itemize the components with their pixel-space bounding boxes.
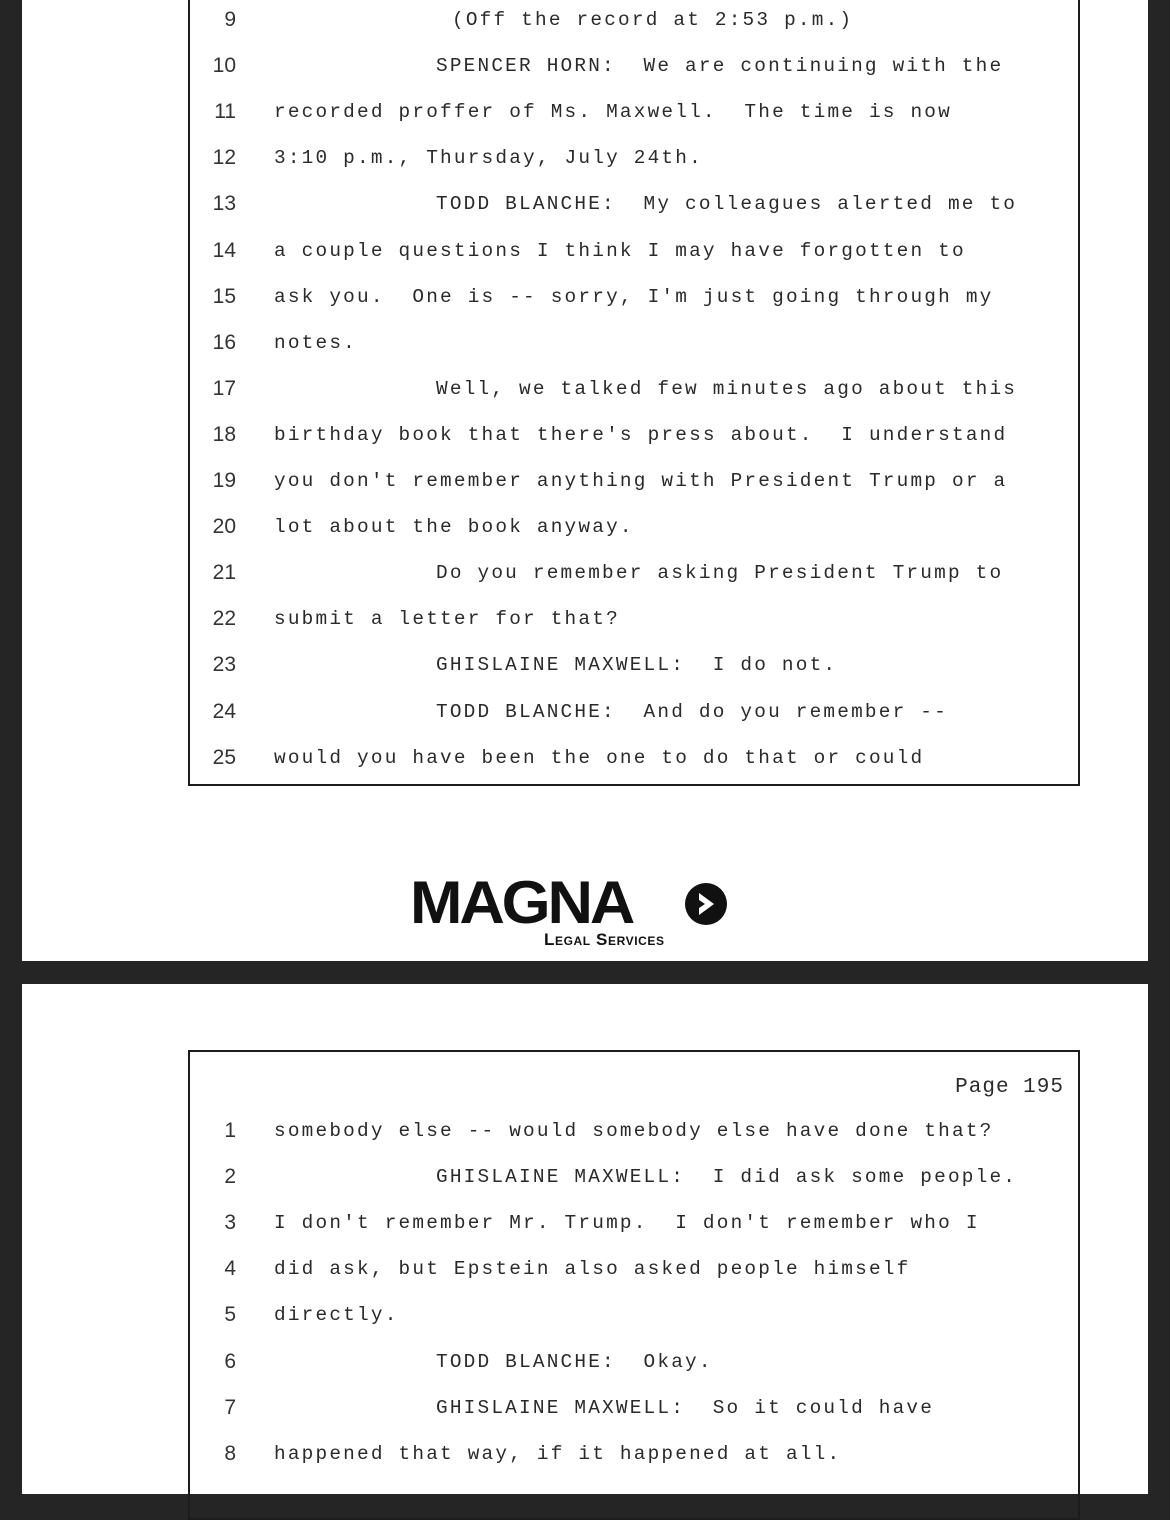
line-number: 21 [212,561,236,585]
transcript-line [190,1393,1078,1423]
line-number: 23 [212,653,236,677]
line-number: 1 [224,1119,236,1142]
transcript-line [190,512,1078,542]
line-number: 4 [224,1257,236,1281]
transcript-frame-bottom [188,1050,1080,1520]
transcript-line [190,236,1078,266]
line-text: submit a letter for that? [274,608,620,631]
line-text: you don't remember anything with President Trump or a [274,470,1008,492]
transcript-line [190,5,1078,35]
line-number: 19 [212,469,236,492]
line-text: I don't remember Mr. Trump. I don't remember who I [274,1212,980,1235]
transcript-line [190,604,1078,634]
transcript-line [190,420,1078,450]
line-number: 12 [212,146,236,170]
line-text: happened that way, if it happened at all. [274,1442,842,1465]
transcript-line [190,697,1078,727]
line-number: 9 [224,8,236,31]
transcript-line [190,282,1078,312]
line-number: 3 [224,1211,236,1235]
line-text: would you have been the one to do that or could [274,746,925,769]
page-number-label: Page 195 [955,1076,1064,1099]
line-text: GHISLAINE MAXWELL: I did ask some people. [436,1166,1018,1189]
line-number: 5 [224,1303,236,1327]
line-text: birthday book that there's press about. I understand [274,423,1008,446]
transcript-line [190,650,1078,680]
line-text: TODD BLANCHE: My colleagues alerted me to [436,193,1018,216]
line-text: lot about the book anyway. [274,516,634,539]
transcript-line [190,1347,1078,1377]
transcript-line [190,143,1078,173]
line-number: 17 [212,376,236,400]
line-text: Do you remember asking President Trump to [436,562,1004,585]
line-number: 13 [212,192,236,216]
transcript-line [190,374,1078,404]
line-number: 14 [212,238,236,262]
line-text: notes. [274,331,358,354]
line-number: 16 [212,330,236,354]
line-text: SPENCER HORN: We are continuing with the [436,55,1004,78]
transcript-page-bottom [22,984,1148,1494]
transcript-line [190,558,1078,588]
logo-wordmark: MAGNA [410,869,633,936]
transcript-line [190,189,1078,219]
line-number: 18 [212,422,236,446]
line-number: 24 [212,699,236,723]
transcript-line [190,97,1078,127]
line-text: (Off the record at 2:53 p.m.) [452,9,854,31]
line-text: directly. [274,1304,399,1327]
transcript-line [190,1116,1078,1146]
line-number: 22 [212,607,236,631]
magna-logo [410,869,730,958]
line-number: 25 [212,745,236,769]
transcript-line [190,51,1078,81]
line-number: 20 [212,515,236,539]
line-number: 11 [214,100,236,124]
line-number: 15 [212,284,236,308]
line-number: 8 [224,1441,236,1465]
transcript-line [190,743,1078,773]
transcript-line [190,1439,1078,1469]
transcript-line [190,1208,1078,1238]
line-text: somebody else -- would somebody else have done that? [274,1120,994,1142]
transcript-line [190,1162,1078,1192]
line-text: Well, we talked few minutes ago about this [436,377,1018,400]
logo-subtitle: Legal Services [544,930,665,949]
transcript-line [190,466,1078,496]
line-number: 6 [224,1349,236,1373]
transcript-line [190,1300,1078,1330]
line-number: 2 [224,1165,236,1189]
line-text: GHISLAINE MAXWELL: So it could have [436,1396,935,1419]
line-number: 10 [212,54,236,78]
line-text: ask you. One is -- sorry, I'm just going through my [274,285,994,308]
line-text: 3:10 p.m., Thursday, July 24th. [274,147,703,170]
line-text: TODD BLANCHE: Okay. [436,1350,713,1373]
line-text: did ask, but Epstein also asked people himself [274,1258,911,1281]
arrow-circle-icon [684,882,728,926]
line-text: recorded proffer of Ms. Maxwell. The time is now [274,101,952,124]
line-text: TODD BLANCHE: And do you remember -- [436,700,948,723]
line-text: GHISLAINE MAXWELL: I do not. [436,654,838,677]
transcript-frame-top [188,0,1080,786]
line-number: 7 [224,1395,236,1419]
line-text: a couple questions I think I may have forgotten to [274,239,966,262]
transcript-line [190,1254,1078,1284]
transcript-page-top [22,0,1148,961]
transcript-line [190,328,1078,358]
